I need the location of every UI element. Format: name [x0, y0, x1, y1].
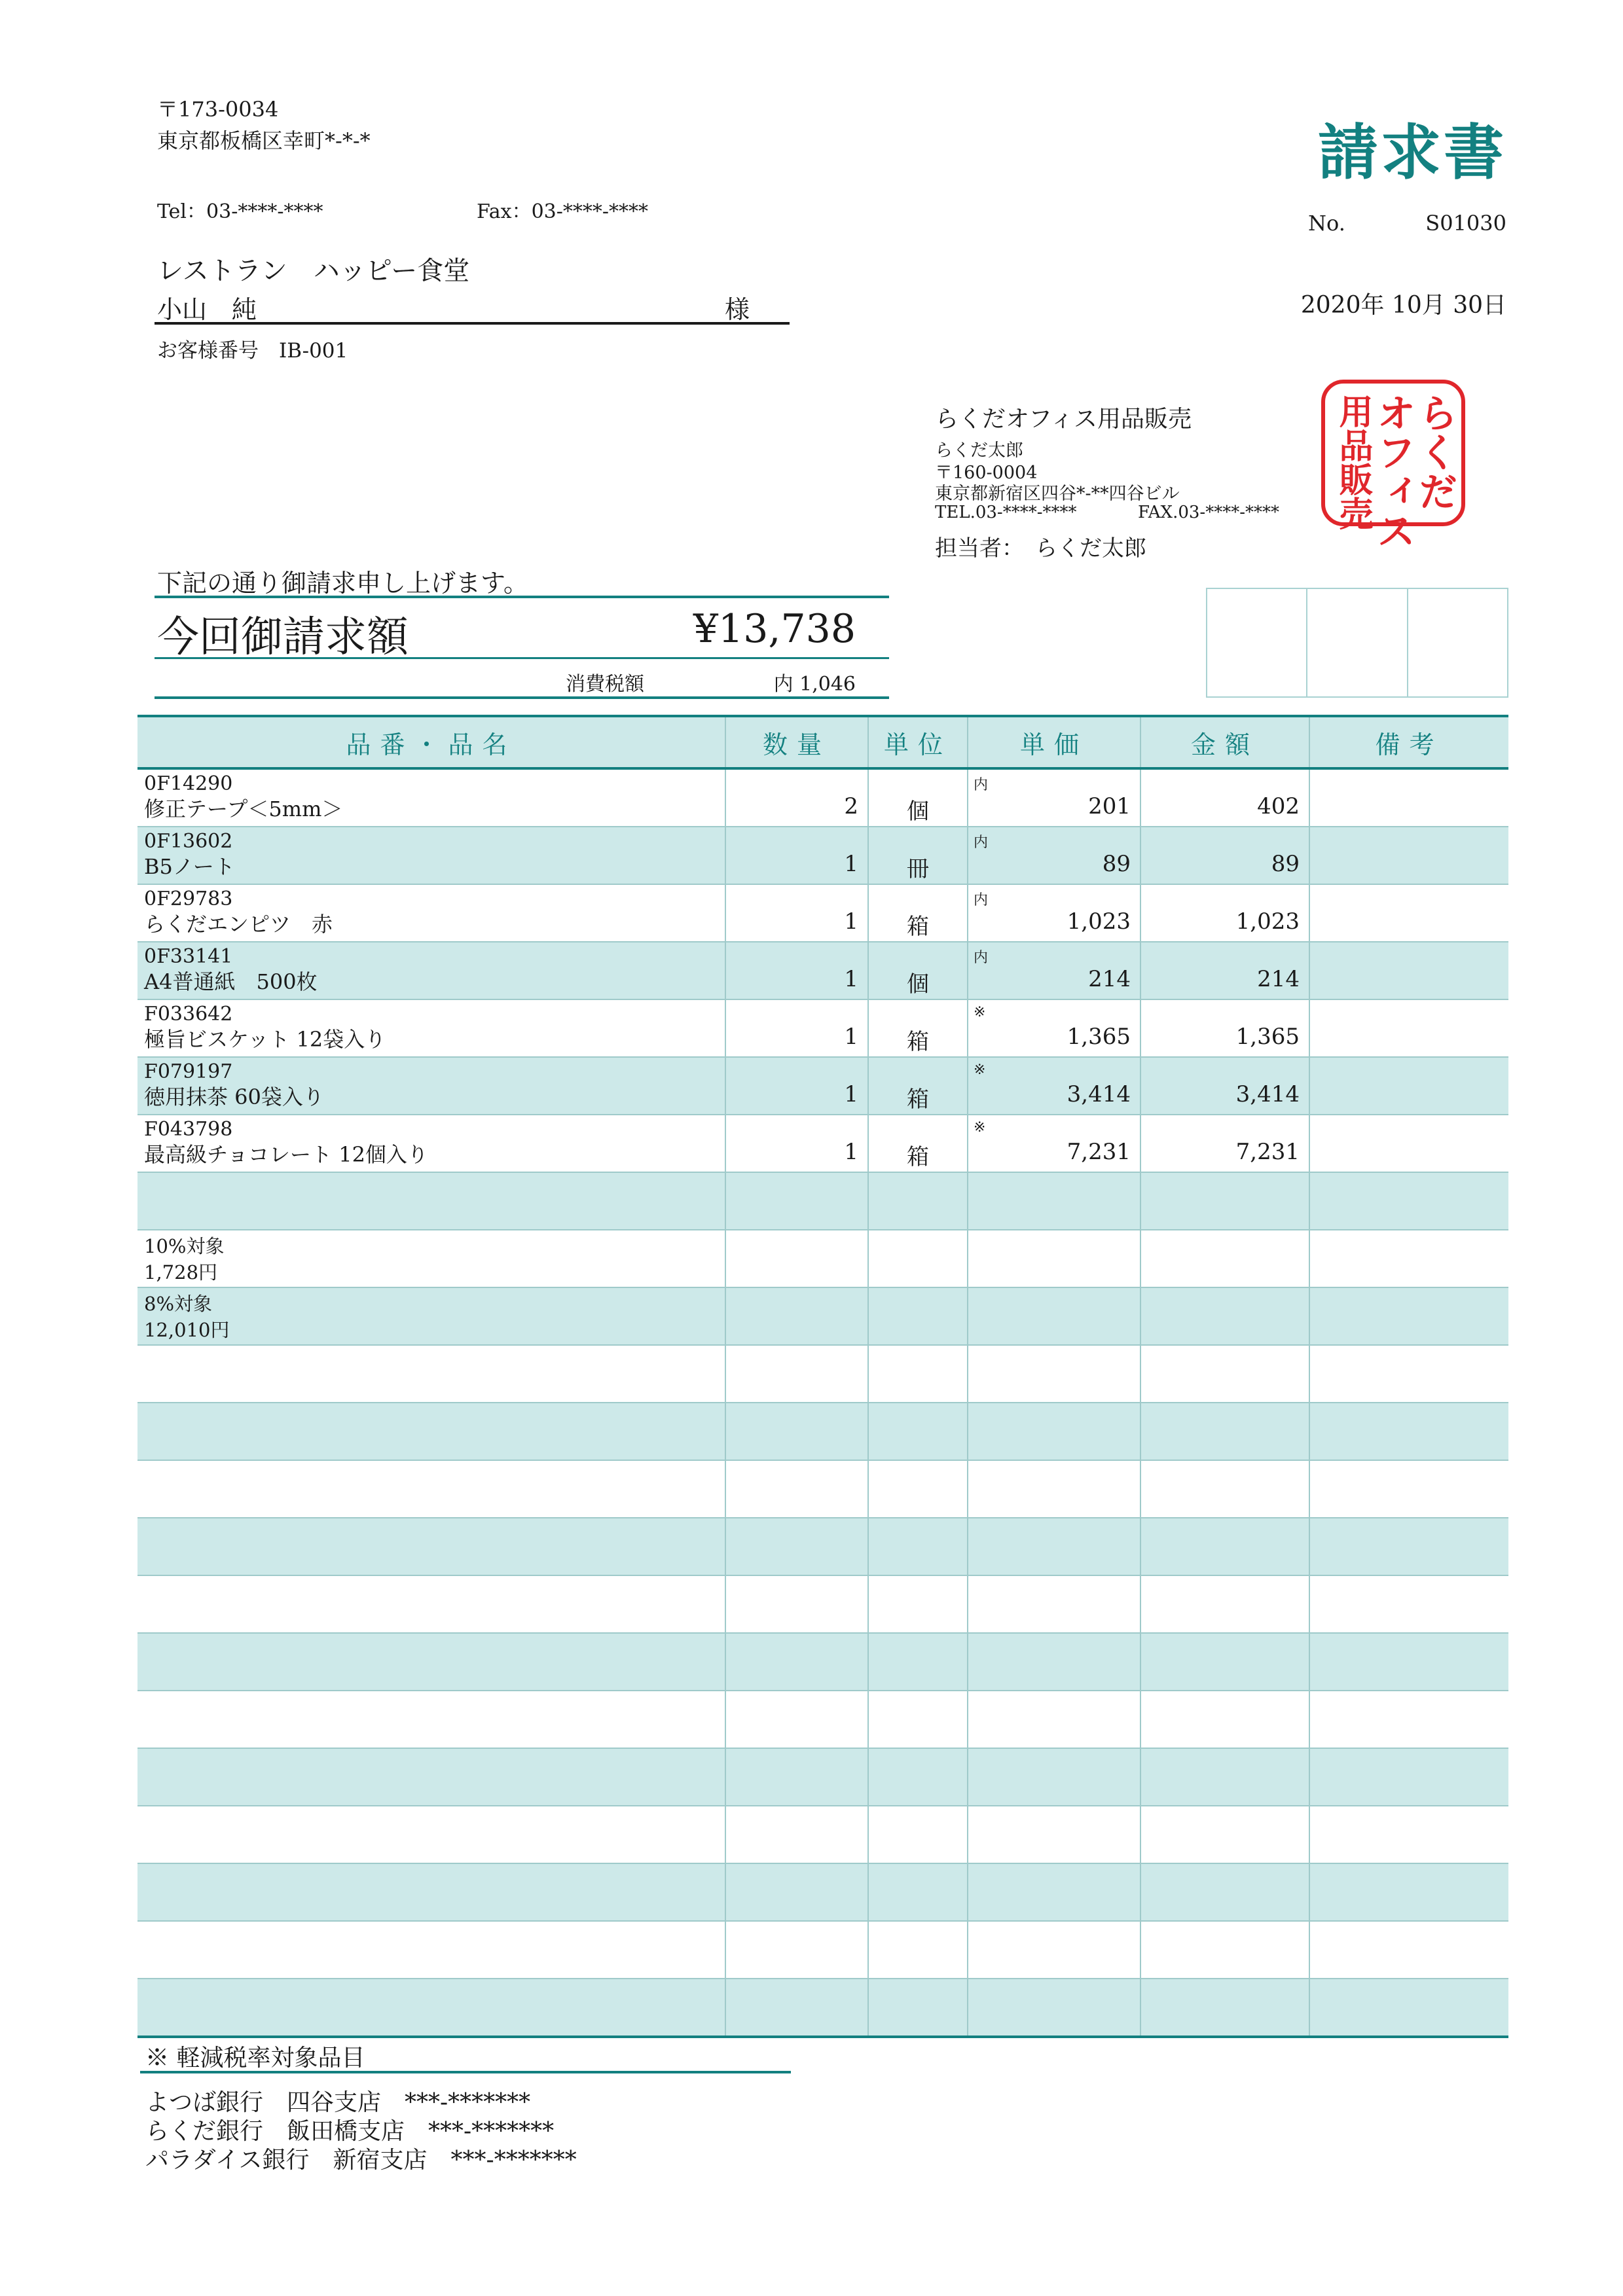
stamp-line-2: オフィス [1370, 393, 1416, 550]
approval-box [1306, 589, 1406, 696]
issuer-zip: 〒160-0004 [935, 463, 1038, 483]
footer-rule [140, 2071, 791, 2073]
document-number: S01030 [1425, 211, 1506, 236]
table-row-empty [137, 1172, 1508, 1230]
table-row-empty [137, 1863, 1508, 1921]
item-qty: 1 [844, 851, 858, 877]
item-price: 3,414 [1067, 1081, 1131, 1107]
table-row [137, 827, 1508, 884]
item-amount: 1,023 [1235, 908, 1300, 935]
item-code: F033642 [144, 1003, 233, 1026]
tax-breakdown-value: 12,010円 [144, 1319, 230, 1341]
item-code: 0F13602 [144, 830, 233, 853]
table-row [137, 768, 1508, 827]
header-amount: 金額 [1140, 716, 1309, 768]
tax-value: 内 1,046 [773, 673, 856, 696]
table-row [137, 1115, 1508, 1172]
bank-account: らくだ銀行 飯田橋支店 ***-******* [145, 2118, 555, 2145]
item-unit: 個 [907, 971, 929, 997]
tax-mark: 内 [974, 892, 989, 908]
table-row-empty [137, 1748, 1508, 1806]
item-unit: 個 [907, 798, 929, 825]
approval-box [1407, 589, 1507, 696]
tax-breakdown-label: 10%対象 [144, 1235, 225, 1257]
item-unit: 箱 [907, 1144, 929, 1170]
item-code: F043798 [144, 1118, 233, 1141]
item-remarks [1309, 942, 1508, 999]
item-name: B5ノート [144, 854, 235, 879]
issuer-address: 東京都新宿区四谷*-**四谷ビル [935, 484, 1180, 504]
item-price: 201 [1088, 793, 1131, 819]
customer-company: レストラン ハッピー食堂 [157, 256, 470, 286]
item-remarks [1309, 999, 1508, 1057]
sender-tel: Tel：03-****-**** [157, 200, 323, 223]
sender-zip: 〒173-0034 [157, 97, 279, 122]
issuer-company: らくだオフィス用品販売 [935, 406, 1192, 433]
stamp-line-3: 用品販売 [1333, 394, 1372, 530]
item-code: F079197 [144, 1060, 233, 1083]
tax-mark: ※ [974, 1004, 986, 1020]
item-code: 0F14290 [144, 772, 233, 795]
table-row-empty [137, 1633, 1508, 1691]
item-amount: 1,365 [1235, 1024, 1300, 1050]
issuer-tel: TEL.03-****-**** [935, 503, 1077, 522]
company-seal-stamp [1321, 380, 1465, 550]
tax-mark: ※ [974, 1119, 986, 1136]
header-unit: 単位 [868, 716, 968, 768]
table-row-empty [137, 1403, 1508, 1460]
item-code: 0F29783 [144, 888, 233, 910]
item-remarks [1309, 1057, 1508, 1115]
customer-number: お客様番号 IB-001 [157, 339, 348, 363]
total-label: 今回御請求額 [157, 613, 409, 662]
item-price: 7,231 [1067, 1139, 1131, 1165]
item-price: 89 [1102, 851, 1131, 877]
item-qty: 2 [844, 793, 858, 819]
item-name: 極旨ビスケット 12袋入り [144, 1027, 386, 1052]
tax-mark: 内 [974, 950, 989, 966]
customer-person: 小山 純 [157, 295, 257, 324]
table-row [137, 942, 1508, 999]
table-row [137, 1230, 1508, 1287]
tax-breakdown-label: 8%対象 [144, 1293, 213, 1315]
sender-address: 東京都板橋区幸町*-*-* [157, 128, 371, 153]
document-title: 請求書 [1317, 118, 1506, 188]
sender-fax: Fax：03-****-**** [477, 200, 649, 223]
table-row-empty [137, 1921, 1508, 1979]
item-qty: 1 [844, 1024, 858, 1050]
items-table [137, 715, 1508, 2038]
tax-mark: ※ [974, 1062, 986, 1078]
item-remarks [1309, 768, 1508, 827]
item-amount: 214 [1257, 966, 1300, 992]
item-name: 最高級チョコレート 12個入り [144, 1142, 428, 1167]
item-amount: 402 [1257, 793, 1300, 819]
item-price: 1,365 [1067, 1024, 1131, 1050]
table-row-empty [137, 1691, 1508, 1748]
table-row [137, 884, 1508, 942]
item-unit: 冊 [907, 856, 929, 882]
item-name: A4普通紙 500枚 [144, 969, 318, 994]
item-qty: 1 [844, 1081, 858, 1107]
item-qty: 1 [844, 1139, 858, 1165]
item-price: 214 [1088, 966, 1131, 992]
customer-underline [155, 322, 790, 325]
item-remarks [1309, 884, 1508, 942]
item-name: 修正テープ＜5mm＞ [144, 797, 343, 821]
item-price: 1,023 [1067, 908, 1131, 935]
item-qty: 1 [844, 966, 858, 992]
item-name: 徳用抹茶 60袋入り [144, 1085, 324, 1109]
person-in-charge: 担当者： らくだ太郎 [935, 535, 1146, 562]
header-remarks: 備考 [1309, 716, 1508, 768]
table-row [137, 1287, 1508, 1345]
item-remarks [1309, 1115, 1508, 1172]
item-code: 0F33141 [144, 945, 233, 968]
table-row-empty [137, 1575, 1508, 1633]
item-unit: 箱 [907, 1086, 929, 1113]
tax-label: 消費税額 [566, 673, 644, 696]
header-price: 単価 [968, 716, 1140, 768]
total-rule [155, 657, 889, 659]
greeting-text: 下記の通り御請求申し上げます。 [157, 569, 528, 598]
item-qty: 1 [844, 908, 858, 935]
header-item: 品番・品名 [137, 716, 725, 768]
table-header-row [137, 716, 1508, 768]
item-remarks [1309, 827, 1508, 884]
bank-account: よつば銀行 四谷支店 ***-******* [145, 2089, 531, 2116]
header-qty: 数量 [725, 716, 868, 768]
table-row [137, 999, 1508, 1057]
item-amount: 3,414 [1235, 1081, 1300, 1107]
stamp-line-1: らくだ [1412, 393, 1458, 511]
table-row-empty [137, 1460, 1508, 1518]
table-row-empty [137, 1518, 1508, 1575]
issue-date: 2020年 10月 30日 [1300, 292, 1506, 319]
document-number-label: No. [1308, 211, 1345, 236]
approval-boxes [1206, 588, 1508, 698]
total-amount: ¥13,738 [693, 606, 856, 652]
item-unit: 箱 [907, 1029, 929, 1055]
table-row [137, 1057, 1508, 1115]
item-amount: 7,231 [1235, 1139, 1300, 1165]
item-unit: 箱 [907, 914, 929, 940]
item-name: らくだエンピツ 赤 [144, 912, 333, 937]
tax-mark: 内 [974, 834, 989, 851]
tax-breakdown-value: 1,728円 [144, 1261, 218, 1283]
issuer-person: らくだ太郎 [935, 440, 1023, 461]
issuer-fax: FAX.03-****-**** [1138, 503, 1279, 522]
table-row-empty [137, 1979, 1508, 2037]
table-row-empty [137, 1806, 1508, 1863]
bank-account: パラダイス銀行 新宿支店 ***-******* [145, 2147, 577, 2174]
tax-mark: 内 [974, 777, 989, 793]
greeting-rule [155, 596, 889, 598]
item-amount: 89 [1271, 851, 1300, 877]
table-row-empty [137, 1345, 1508, 1403]
customer-honorific: 様 [725, 295, 750, 324]
reduced-tax-note: ※ 軽減税率対象品目 [145, 2045, 365, 2072]
approval-box [1207, 589, 1306, 696]
tax-rule [155, 696, 889, 699]
